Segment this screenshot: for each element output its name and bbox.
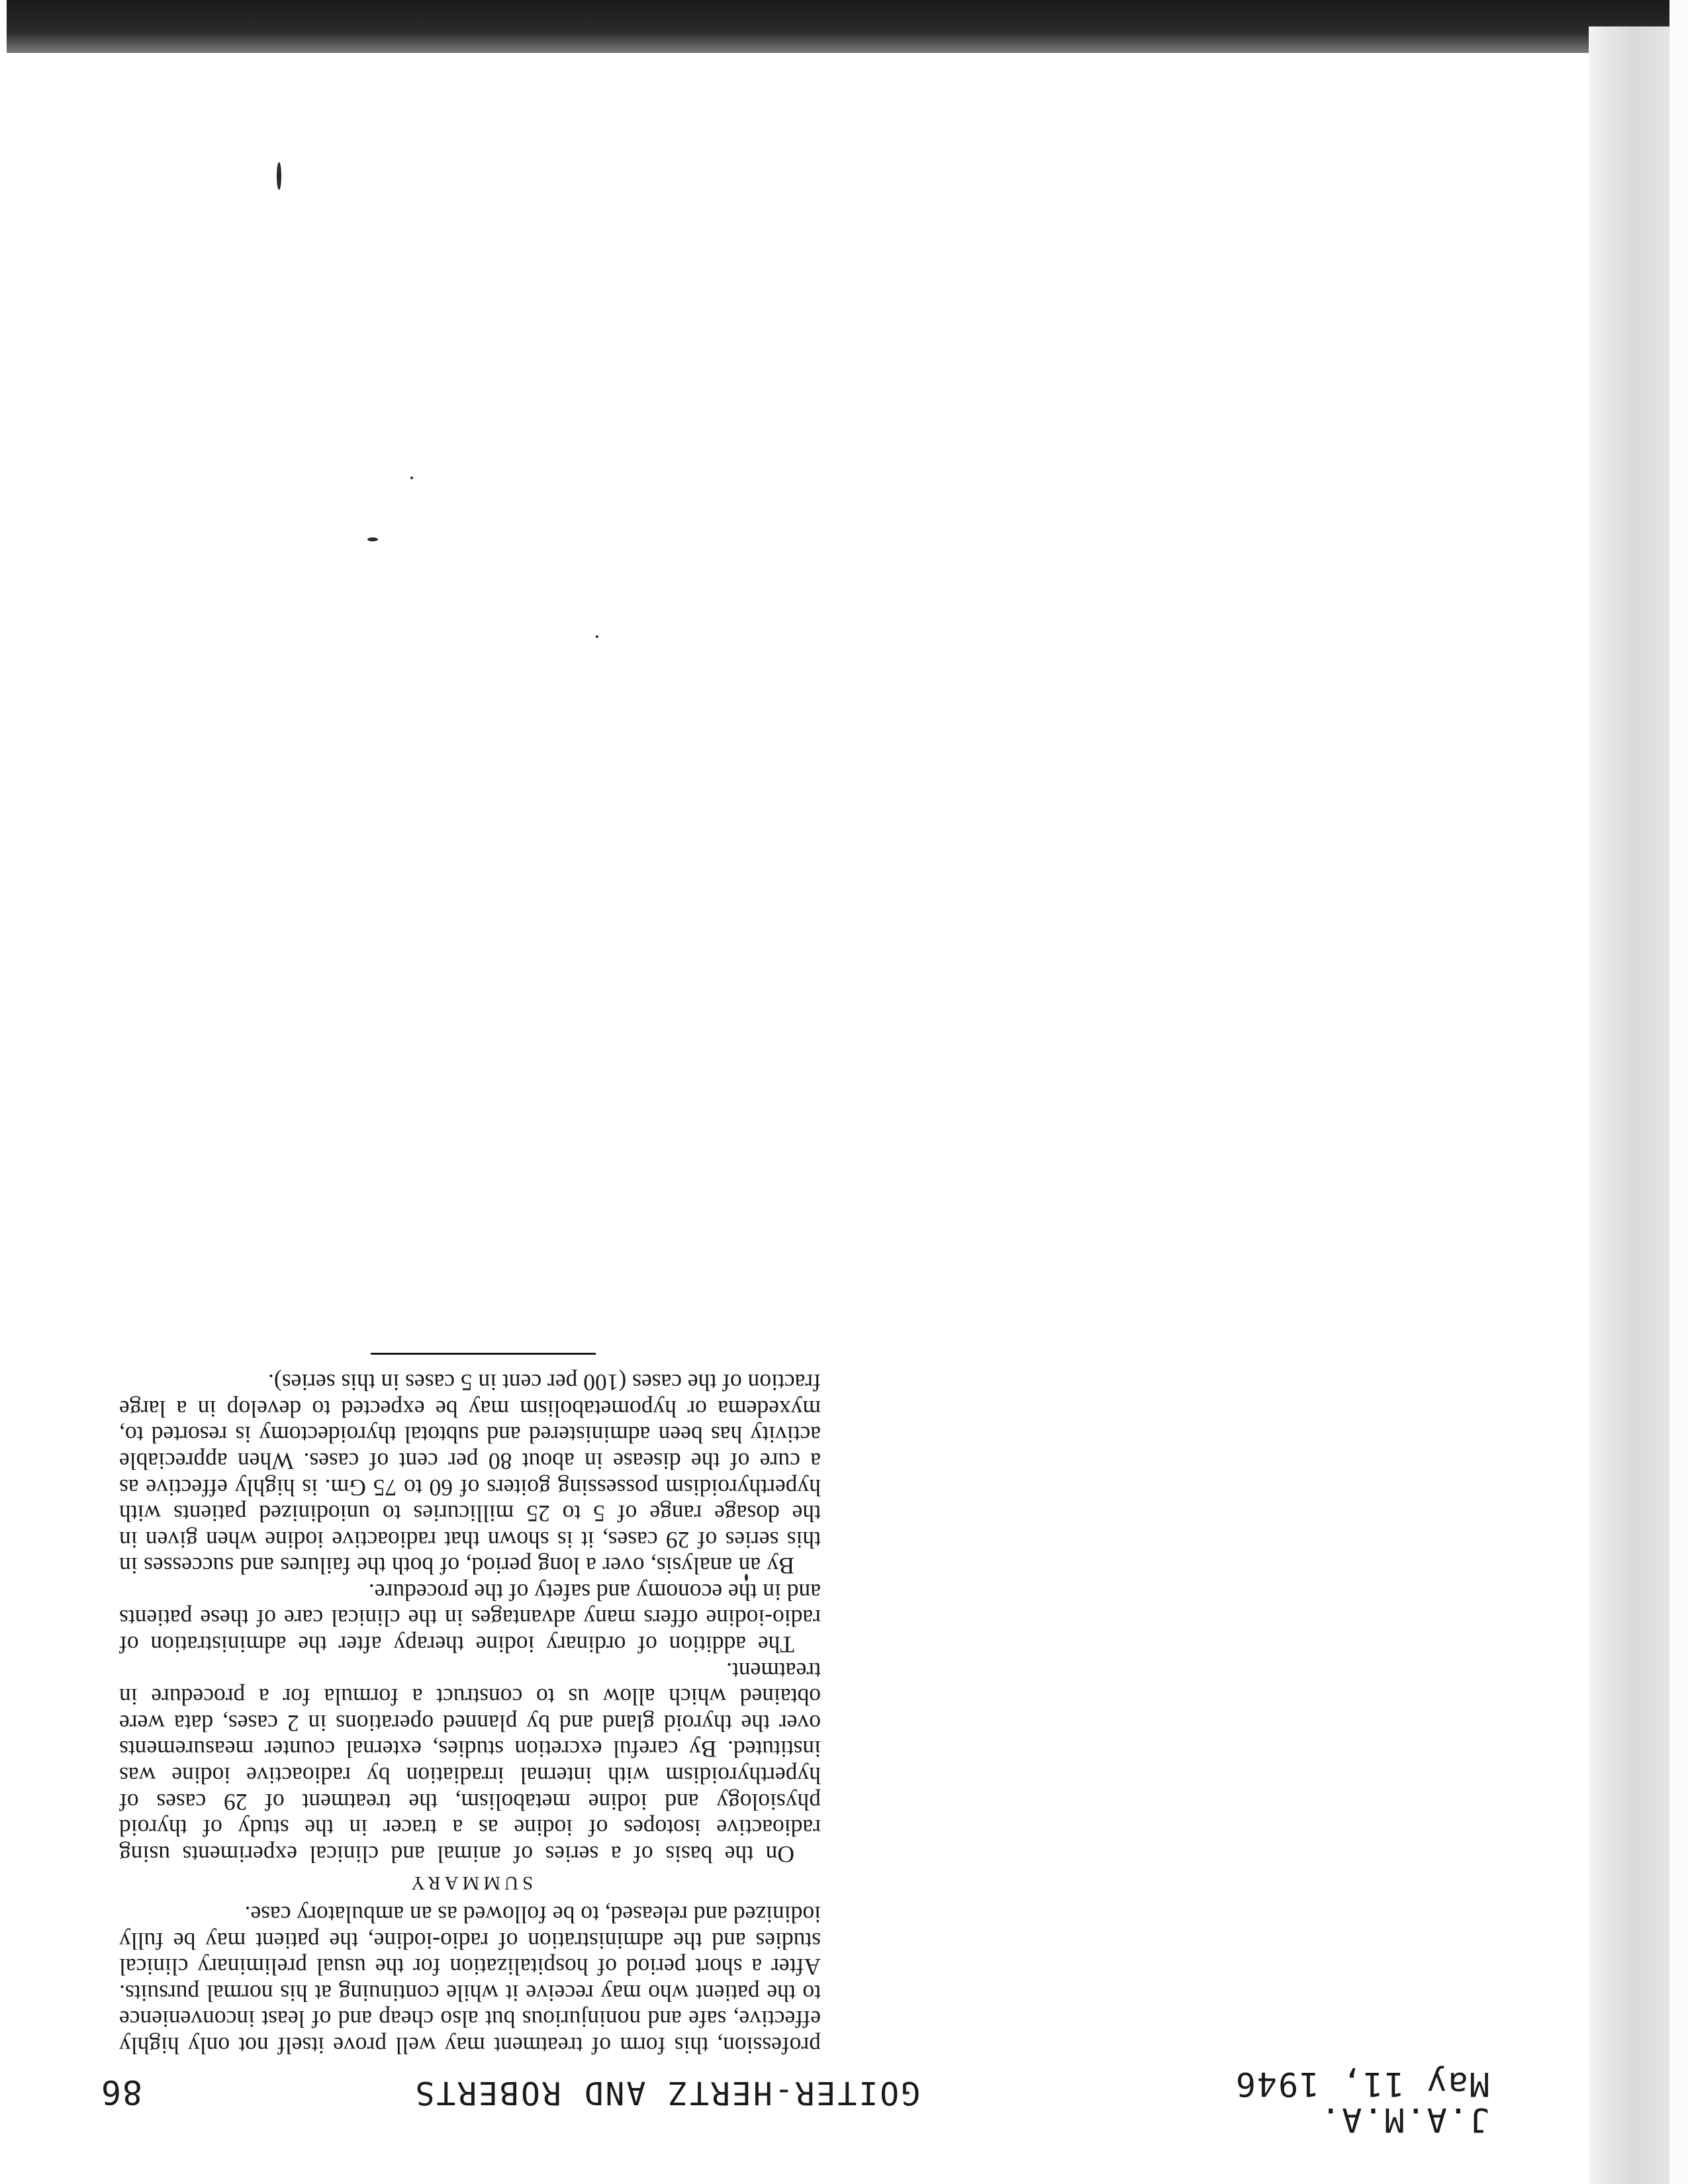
page-header (0, 2058, 1489, 2138)
journal-abbreviation: J.A.M.A. (1319, 2101, 1489, 2139)
summary-paragraph-1: On the basis of a series of animal and clinical experiments using radioactive isotopes of iodine as a tracer in the study of thyroid physiology and iodine metabolism, the treatment of 29 cases of hyperthyroidism with internal irradiation by radioactive iodine was instituted. By careful excretion studies, external counter measurements over the thyroid gland and by planned operations in 2 cases, data were obtained which allow us to construct a formula for a procedure in treatment. (119, 1657, 821, 1868)
issue-date: May 11, 1946 (1234, 2065, 1489, 2103)
summary-heading: SUMMARY (406, 1872, 534, 1894)
text-column (119, 1353, 821, 2058)
summary-paragraph-2: The addition of ordinary iodine therapy after the administration of radio-iodine offers many advantages in the clinical care of these patients and in the economy and safety of the procedure. (119, 1578, 821, 1659)
end-rule (371, 1353, 596, 1355)
page-number: 86 (99, 2073, 142, 2111)
running-title: GOITER-HERTZ AND ROBERTS (413, 2074, 920, 2111)
journal-citation (1235, 2066, 1489, 2138)
intro-paragraph: profession, this form of treatment may well prove itself not only highly effective, safe and noninjurious but also cheap and of least inconvenience to the patient who may receive it while continuing at his normal pursuits. After a short period of hospitalization for the usual preliminary clinical studies and the administration of radio-iodine, the patient may be fully iodinized and released, to be followed as an ambulatory case. (119, 1901, 821, 2059)
summary-paragraph-3: By an analysis, over a long period, of both the failures and successes in this series of 29 cases, it is shown that radioactive iodine when given in the dosage range of 5 to 25 millicuries to uniodinized patients with hyperthyroidism possessing goiters of 60 to 75 Gm. is highly effective as a cure of the disease in about 80 per cent of cases. When appreciable activity has been administered and subtotal thyroidectomy is resorted to, myxedema or hypometabolism may be expected to develop in a large fraction of the cases (100 per cent in 5 cases in this series). (119, 1369, 821, 1580)
